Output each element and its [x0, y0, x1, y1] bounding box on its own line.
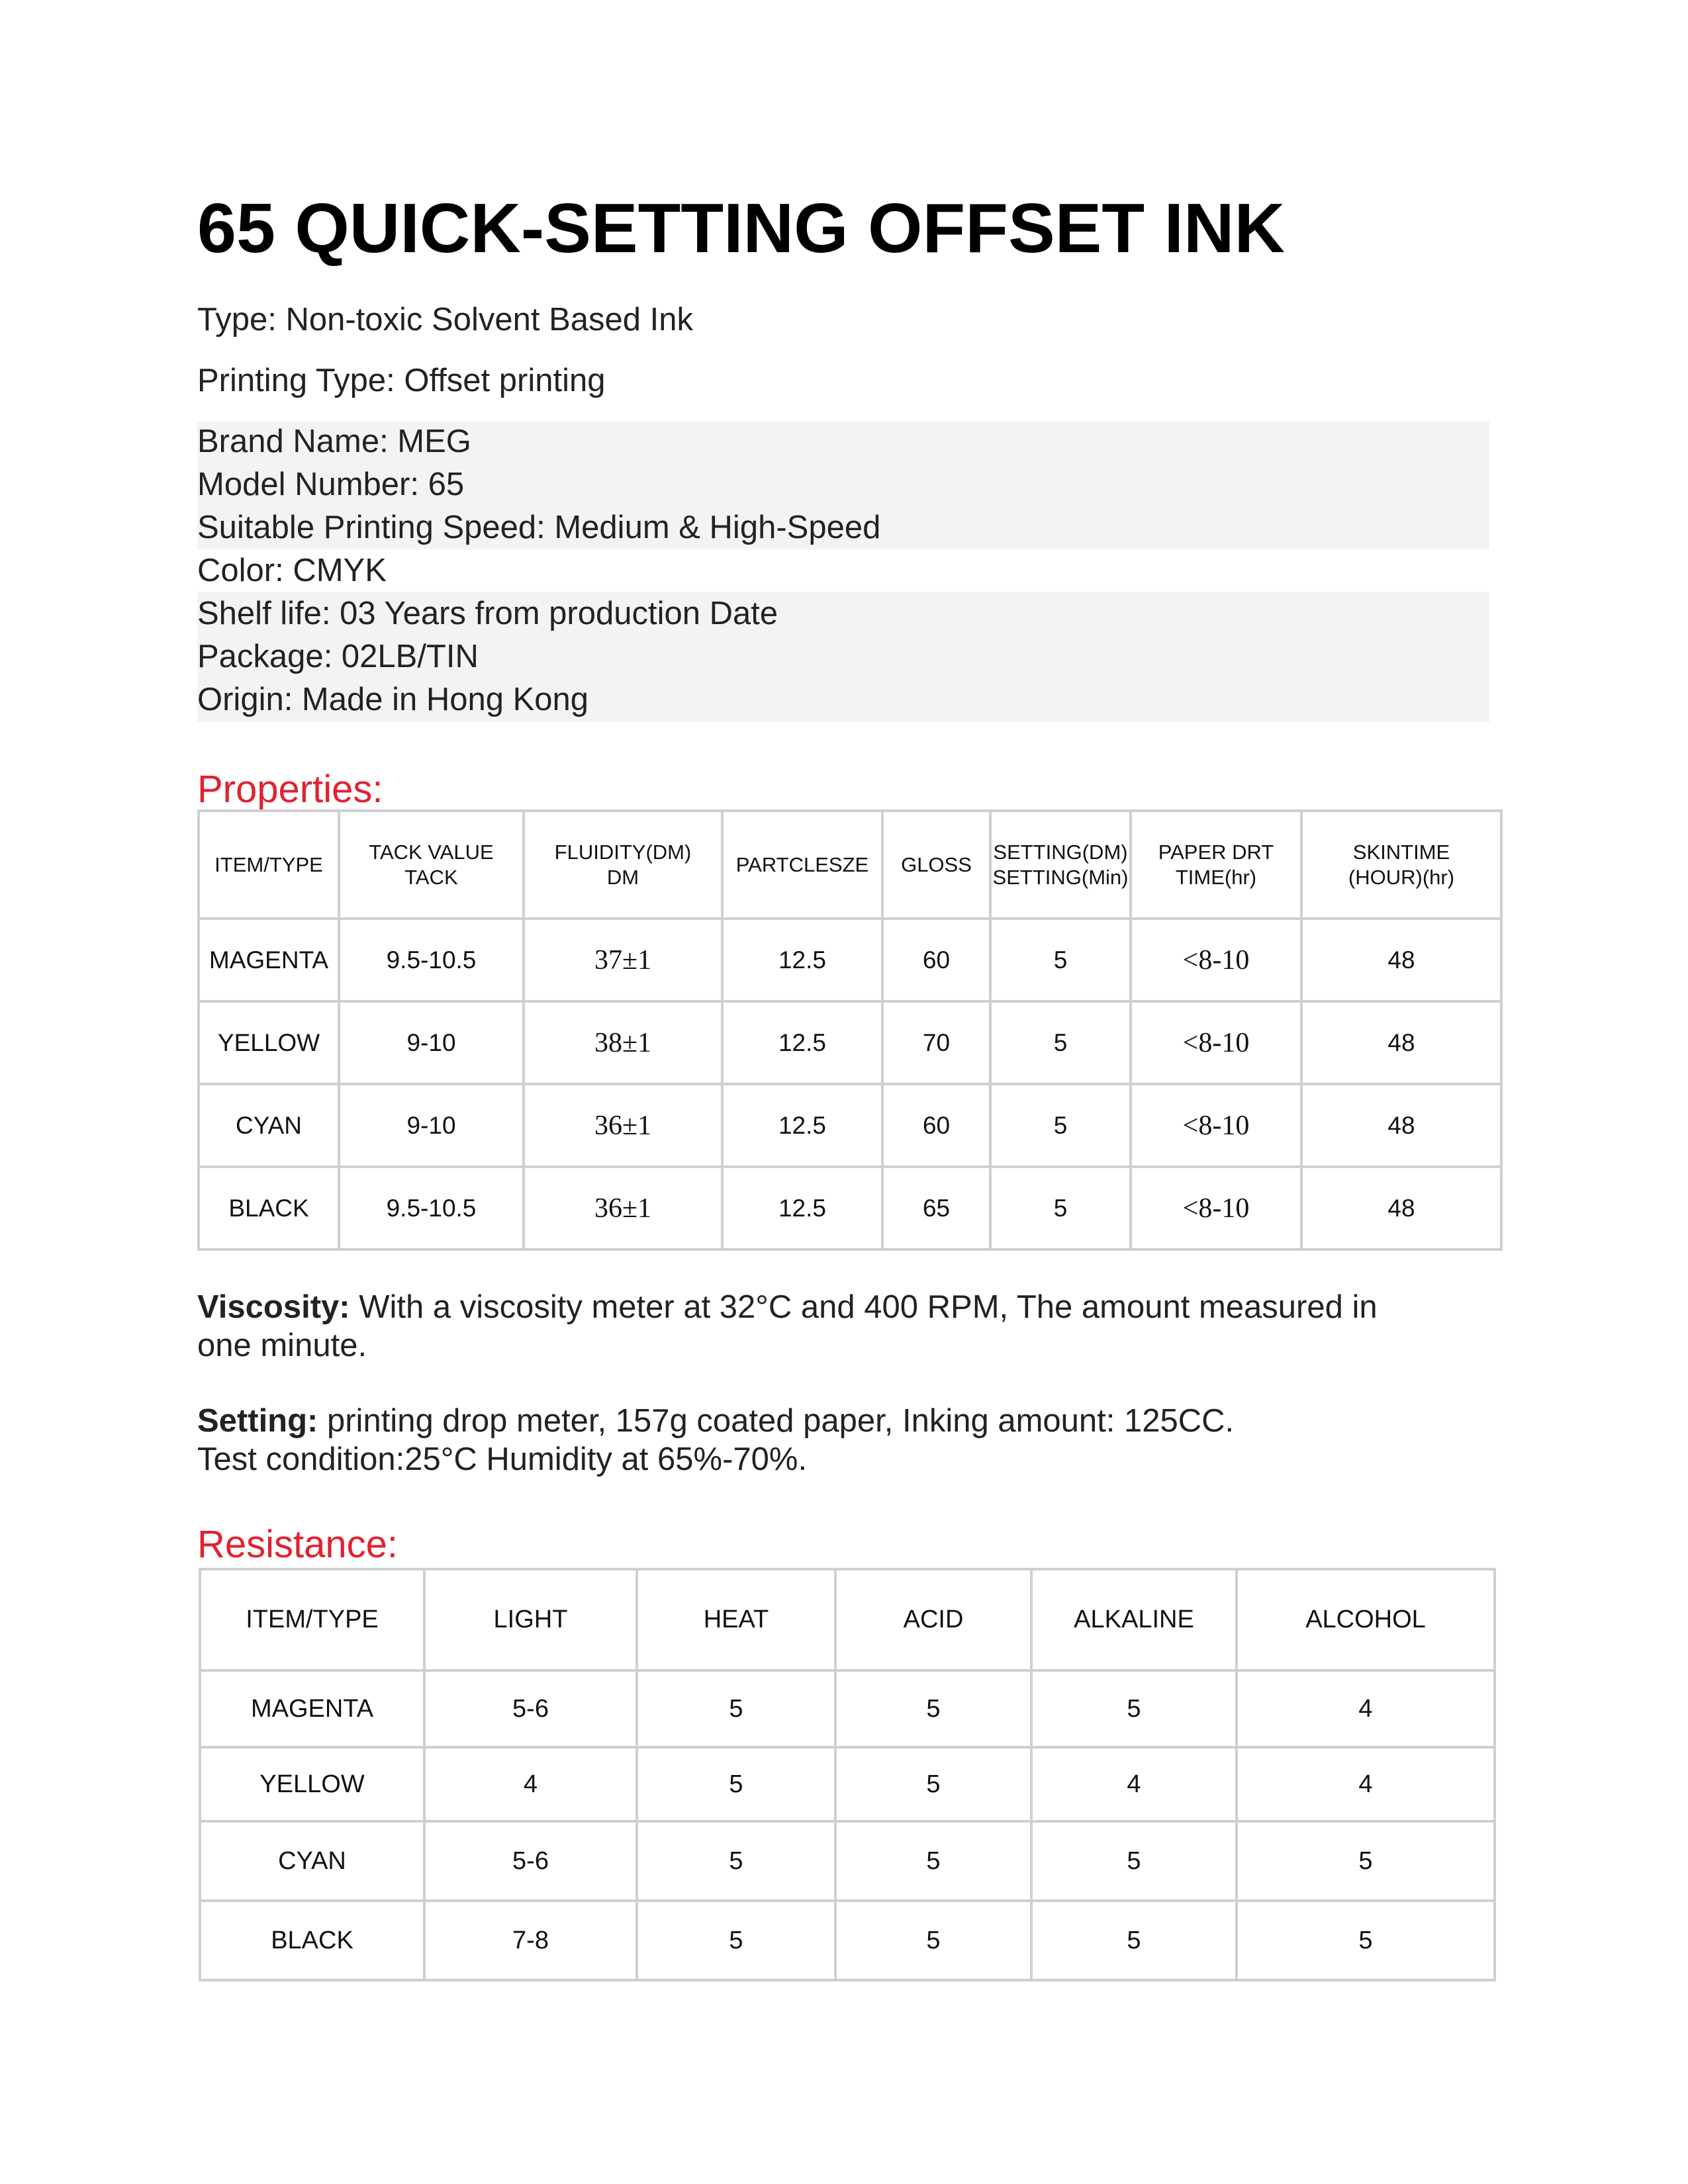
table-row — [199, 1001, 1501, 1084]
viscosity-label: Viscosity: — [197, 1289, 350, 1325]
table-cell: 36±1 — [524, 1167, 722, 1250]
table-cell: 38±1 — [524, 1001, 722, 1084]
header-cell-tack: TACK VALUE TACK — [339, 811, 524, 919]
table-cell: 48 — [1301, 919, 1501, 1001]
table-row — [200, 1747, 1495, 1821]
table-cell: 5 — [1031, 1670, 1237, 1747]
table-cell: 9-10 — [339, 1084, 524, 1167]
table-cell: <8-10 — [1131, 919, 1301, 1001]
setting-text: printing drop meter, 157g coated paper, Inking amount: 125CC. — [318, 1403, 1235, 1439]
table-cell: 4 — [424, 1747, 637, 1821]
table-cell: 5-6 — [424, 1670, 637, 1747]
table-cell: 5 — [835, 1901, 1031, 1980]
resistance-header-row — [200, 1569, 1495, 1670]
table-cell: 7-8 — [424, 1901, 637, 1980]
header-cell-item-type: ITEM/TYPE — [199, 811, 339, 919]
header-cell-setting: SETTING(DM) SETTING(Min) — [990, 811, 1131, 919]
origin-line: Origin: Made in Hong Kong — [197, 682, 589, 717]
table-cell: 12.5 — [722, 1001, 882, 1084]
resistance-heading: Resistance: — [197, 1523, 399, 1566]
header-cell-fluidity: FLUIDITY(DM) DM — [524, 811, 722, 919]
table-cell: 5 — [835, 1670, 1031, 1747]
properties-header-row — [199, 811, 1501, 919]
table-cell: 5 — [1031, 1821, 1237, 1901]
table-row — [200, 1821, 1495, 1901]
type-line: Type: Non-toxic Solvent Based Ink — [197, 302, 693, 338]
table-cell: 5 — [990, 1167, 1131, 1250]
color-line: Color: CMYK — [197, 553, 387, 588]
table-cell: 5 — [835, 1821, 1031, 1901]
properties-heading: Properties: — [197, 768, 383, 811]
header-cell-alcohol: ALCOHOL — [1237, 1569, 1495, 1670]
properties-table — [197, 809, 1503, 1251]
table-cell: MAGENTA — [200, 1670, 424, 1747]
table-cell: YELLOW — [200, 1747, 424, 1821]
header-cell-alkaline: ALKALINE — [1031, 1569, 1237, 1670]
table-cell: 5 — [637, 1821, 835, 1901]
table-cell: 12.5 — [722, 919, 882, 1001]
table-cell: 9.5-10.5 — [339, 1167, 524, 1250]
table-cell: 48 — [1301, 1001, 1501, 1084]
table-cell: 48 — [1301, 1084, 1501, 1167]
shelf-life: Shelf life: 03 Years from production Date — [197, 596, 778, 631]
table-cell: 37±1 — [524, 919, 722, 1001]
table-cell: <8-10 — [1131, 1167, 1301, 1250]
header-cell-gloss: GLOSS — [882, 811, 990, 919]
table-cell: 5 — [1031, 1901, 1237, 1980]
table-cell: 4 — [1031, 1747, 1237, 1821]
model-number: Model Number: 65 — [197, 467, 465, 502]
printing-type-line: Printing Type: Offset printing — [197, 363, 606, 398]
header-cell-light: LIGHT — [424, 1569, 637, 1670]
table-cell: 60 — [882, 919, 990, 1001]
table-row — [199, 1167, 1501, 1250]
table-cell: YELLOW — [199, 1001, 339, 1084]
header-cell-item-type: ITEM/TYPE — [200, 1569, 424, 1670]
table-cell: 5 — [637, 1901, 835, 1980]
table-cell: 36±1 — [524, 1084, 722, 1167]
table-cell: 12.5 — [722, 1084, 882, 1167]
printing-speed: Suitable Printing Speed: Medium & High-Speed — [197, 510, 881, 545]
table-cell: 5 — [637, 1747, 835, 1821]
table-cell: 5 — [835, 1747, 1031, 1821]
resistance-table — [199, 1568, 1496, 1981]
table-cell: 65 — [882, 1167, 990, 1250]
table-row — [200, 1901, 1495, 1980]
setting-paragraph — [197, 1402, 1455, 1479]
header-cell-paper-dry-time: PAPER DRT TIME(hr) — [1131, 811, 1301, 919]
table-cell: BLACK — [199, 1167, 339, 1250]
header-cell-skin-time: SKINTIME (HOUR)(hr) — [1301, 811, 1501, 919]
table-cell: BLACK — [200, 1901, 424, 1980]
table-cell: 5 — [990, 1084, 1131, 1167]
table-cell: 12.5 — [722, 1167, 882, 1250]
table-cell: 5 — [990, 919, 1131, 1001]
table-cell: 5 — [990, 1001, 1131, 1084]
setting-text-2: Test condition:25°C Humidity at 65%-70%. — [197, 1441, 808, 1477]
header-cell-particle-size: PARTCLESZE — [722, 811, 882, 919]
brand-name: Brand Name: MEG — [197, 424, 471, 459]
table-cell: <8-10 — [1131, 1001, 1301, 1084]
table-cell: CYAN — [200, 1821, 424, 1901]
viscosity-text: With a viscosity meter at 32°C and 400 RPM, The amount measured in — [350, 1289, 1378, 1325]
table-cell: 5-6 — [424, 1821, 637, 1901]
page-title: 65 QUICK-SETTING OFFSET INK — [197, 189, 1286, 267]
table-cell: 5 — [1237, 1821, 1495, 1901]
table-cell: 9.5-10.5 — [339, 919, 524, 1001]
table-cell: 5 — [1237, 1901, 1495, 1980]
viscosity-text-2: one minute. — [197, 1328, 367, 1363]
header-cell-heat: HEAT — [637, 1569, 835, 1670]
viscosity-paragraph — [197, 1288, 1455, 1365]
table-cell: 48 — [1301, 1167, 1501, 1250]
table-cell: MAGENTA — [199, 919, 339, 1001]
table-cell: 5 — [637, 1670, 835, 1747]
header-cell-acid: ACID — [835, 1569, 1031, 1670]
table-row — [199, 919, 1501, 1001]
table-cell: 9-10 — [339, 1001, 524, 1084]
table-cell: <8-10 — [1131, 1084, 1301, 1167]
table-cell: 4 — [1237, 1747, 1495, 1821]
table-cell: CYAN — [199, 1084, 339, 1167]
table-row — [200, 1670, 1495, 1747]
table-row — [199, 1084, 1501, 1167]
table-cell: 4 — [1237, 1670, 1495, 1747]
table-cell: 60 — [882, 1084, 990, 1167]
package-line: Package: 02LB/TIN — [197, 639, 479, 674]
setting-label: Setting: — [197, 1403, 318, 1439]
table-cell: 70 — [882, 1001, 990, 1084]
